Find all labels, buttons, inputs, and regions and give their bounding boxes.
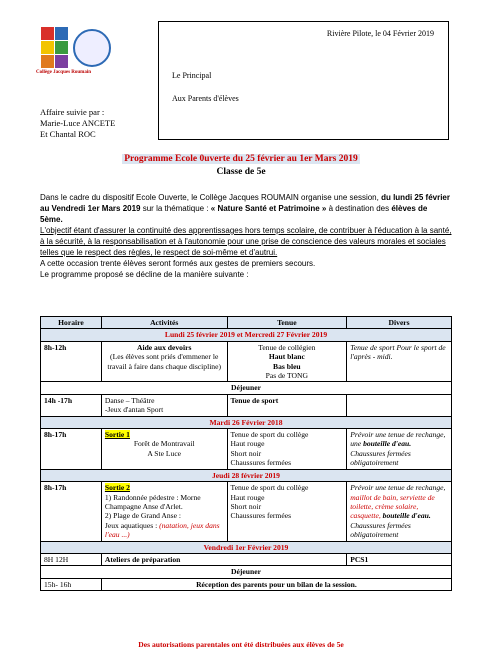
address-box (158, 21, 449, 140)
table-row: 8h-17h Sortie 1 Forêt de Montravail A Ste Luce Tenue de sport du collège Haut rouge Short noir Chaussures fermées Prévoir une tenue de rechange, une bouteille d'eau. Chaussures fermées obligatoirement (41, 429, 452, 470)
day-row: Jeudi 28 février 2019 (41, 469, 452, 481)
class-title: Classe de 5e (216, 167, 266, 177)
sender: Le Principal (172, 71, 212, 80)
first-aid-paragraph: A cette occasion trente élèves seront formés aux gestes de premiers secours. (40, 259, 316, 268)
program-title: Programme Ecole 0uverte du 25 février au 1er Mars 2019 (124, 154, 358, 164)
table-row: 14h -17h Danse – Théâtre -Jeux d'antan Sport Tenue de sport (41, 394, 452, 416)
day-row: Vendredi 1er Février 2019 (41, 541, 452, 553)
footer-note: Des autorisations parentales ont été distribuées aux élèves de 5e (138, 640, 344, 649)
logo-caption: Collège Jacques Roumain (36, 70, 91, 75)
intro-text: Dans le cadre du dispositif Ecole Ouverte, le Collège Jacques ROUMAIN organise une session, du lundi 25 février au Vendredi 1er Mars 2019 sur la thématique : « Nature Santé et Patrimoine » à destination des élèves de 5ème. L'objectif étant d'assurer la continuité des apprentissages hors temps scolaire, de contribuer à l'éducation à la santé, à la sécurité, à la responsabilisation et à l'autonomie pour une prise de conscience des valeurs morales et sociales telles que le respect des règles, le respect de soi-même et d'autrui. A cette occasion trente élèves seront formés aux gestes de premiers secours. Le programme proposé se décline de la manière suivante : (40, 193, 452, 279)
table-row: 15h- 16h Réception des parents pour un bilan de la session. (41, 578, 452, 590)
header-horaire: Horaire (41, 317, 102, 329)
day-row: Lundi 25 février 2019 et Mercredi 27 Février 2019 (41, 329, 452, 341)
table-header-row (41, 317, 452, 329)
recipient: Aux Parents d'élèves (172, 94, 239, 103)
affaire-label: Affaire suivie par : (40, 107, 105, 117)
lunch-row: Déjeuner (41, 566, 452, 578)
letter-date: Rivière Pilote, le 04 Février 2019 (326, 29, 434, 38)
affaire-name-1: Marie-Luce ANCETE (40, 118, 116, 128)
affaire-suivie (40, 107, 115, 140)
lunch-row: Déjeuner (41, 382, 452, 394)
affaire-name-2: Et Chantal ROC (40, 129, 96, 139)
day-row: Mardi 26 Février 2018 (41, 416, 452, 428)
objective-paragraph: L'objectif étant d'assurer la continuité des apprentissages hors temps scolaire, de contribuer à l'éducation à la santé, à la sécurité, à la responsabilisation et à l'autonomie pour une prise de conscience des valeurs morales et sociales telles que le respect des règles, le respect de soi-même et d'autrui. (40, 226, 452, 257)
header-tenue: Tenue (227, 317, 347, 329)
program-table (40, 316, 452, 591)
table-row: 8h-12h Aide aux devoirs (Les élèves sont priés d'emmener le travail à faire dans chaque discipline) Tenue de collégien Haut blanc Bas bleu Pas de TONG Tenue de sport Pour le sport de l'après - midi. (41, 341, 452, 382)
program-intro-line: Le programme proposé se décline de la manière suivante : (40, 270, 249, 279)
header-activites: Activités (101, 317, 227, 329)
table-row: 8H 12H Ateliers de préparation PCS1 (41, 553, 452, 565)
table-row: 8h-17h Sortie 2 1) Randonnée pédestre : Morne Champagne Anse d'Arlet. 2) Plage de Grand Anse : Jeux aquatiques : (natation, jeux dans l'eau ...) Tenue de sport du collège Haut rouge Short noir Chaussures fermées Prévoir une tenue de rechange, maillot de bain, serviette de toilette, crème solaire, casquette, bouteille d'eau. Chaussures fermées obligatoirement (41, 482, 452, 541)
header-divers: Divers (347, 317, 452, 329)
